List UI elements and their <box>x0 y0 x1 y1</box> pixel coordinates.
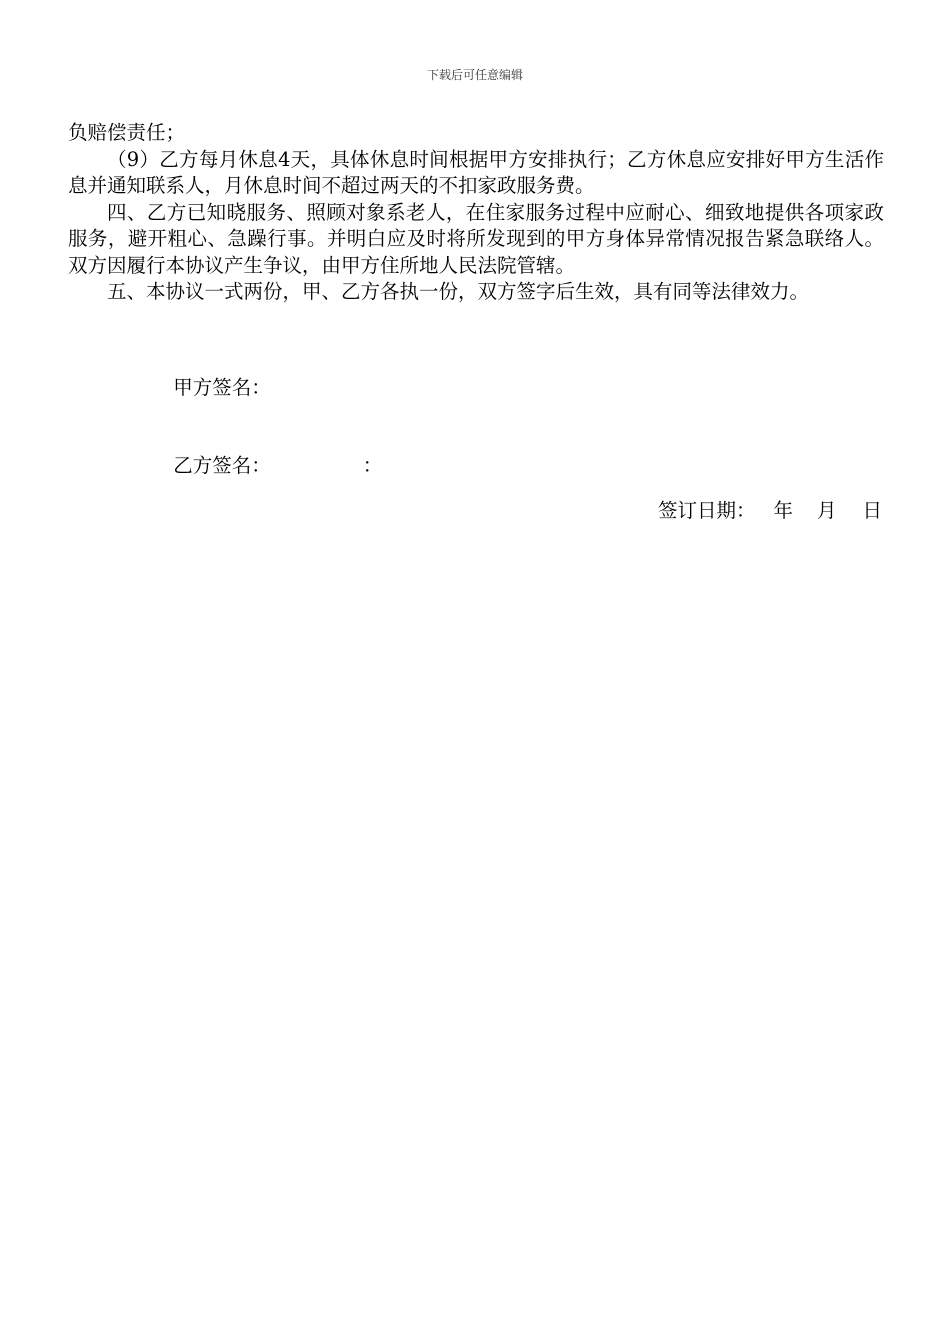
signature-block <box>136 349 382 505</box>
party-b-signature-extra: ： <box>362 454 383 477</box>
party-a-signature <box>136 349 382 427</box>
signing-date-label: 签订日期： <box>657 499 756 522</box>
signing-date-month: 月 <box>816 499 837 522</box>
signing-date-day: 日 <box>862 499 882 522</box>
paragraph-clause-five: 五、本协议一式两份，甲、乙方各执一份，双方签字后生效，具有同等法律效力。 <box>107 280 810 303</box>
document-body <box>68 120 884 306</box>
signing-date <box>633 472 882 550</box>
paragraph-rest-days: （9）乙方每月休息4天，具体休息时间根据甲方安排执行；乙方休息应安排好甲方生活作息并通知联系人，月休息时间不超过两天的不扣家政服务费。 <box>68 147 884 197</box>
party-b-signature-label: 乙方签名： <box>173 454 271 477</box>
paragraph-clause-four: 四、乙方已知晓服务、照顾对象系老人，在住家服务过程中应耐心、细致地提供各项家政服务，避开粗心、急躁行事。并明白应及时将所发现到的甲方身体异常情况报告紧急联络人。双方因履行本协议产生争议，由甲方住所地人民法院管辖。 <box>68 200 884 277</box>
signing-date-year: 年 <box>773 499 793 522</box>
paragraph-continuation: 负赔偿责任； <box>68 121 186 144</box>
page-header: 下载后可任意编辑 <box>426 68 523 82</box>
party-a-signature-label: 甲方签名： <box>173 376 271 399</box>
party-b-signature <box>136 427 382 505</box>
